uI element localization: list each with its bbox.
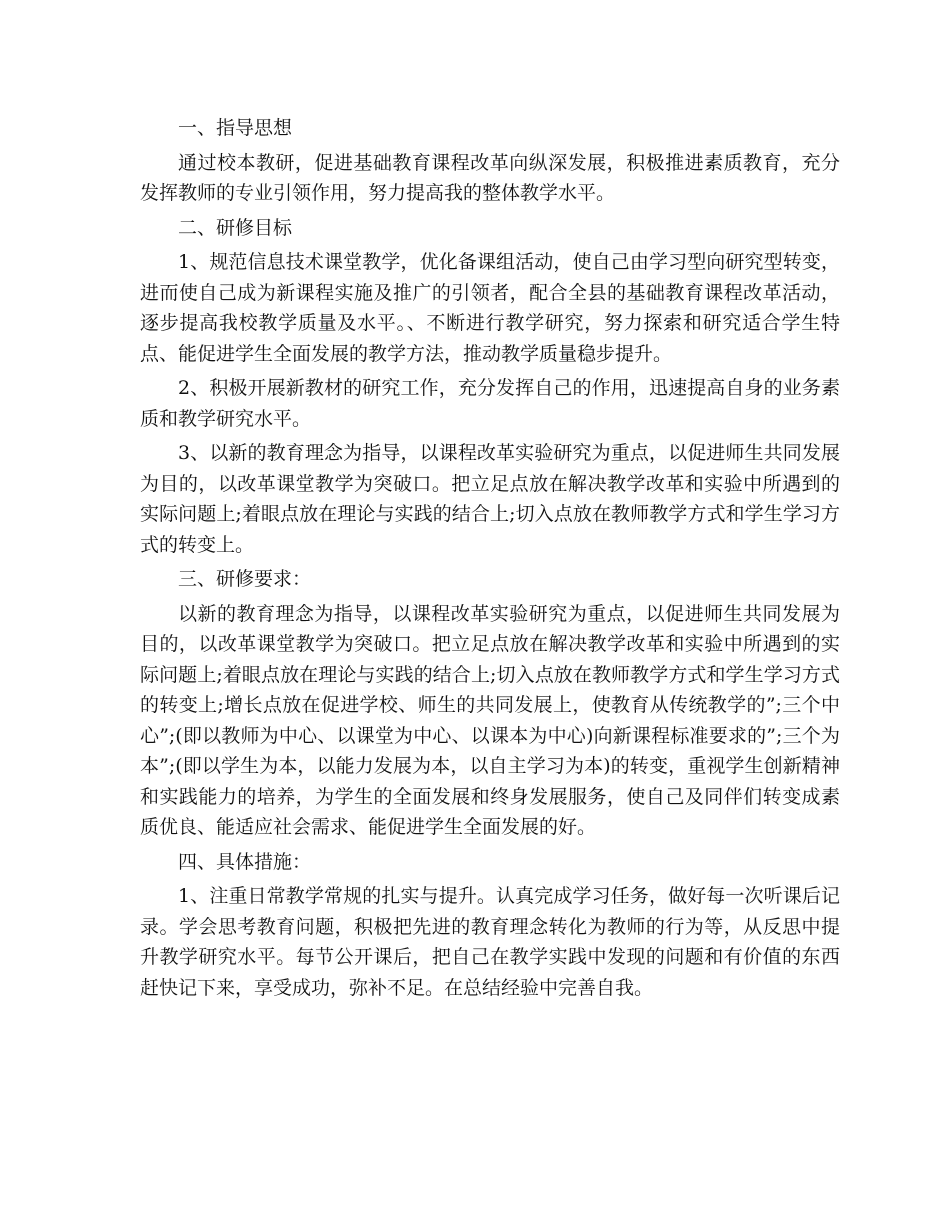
- section-heading-specific-measures: 四、具体措施：: [178, 850, 312, 873]
- paragraph: 1、规范信息技术课堂教学，优化备课组活动，使自己由学习型向研究型转变，进而使自己成为新课程实施及推广的引领者，配合全县的基础教育课程改革活动，逐步提高我校教学质量及水平。、不断进行教学研究，努力探索和研究适合学生特点、能促进学生全面发展的教学方法，推动教学质量稳步提升。: [140, 251, 840, 365]
- document-body: [140, 113, 840, 1003]
- paragraph: 以新的教育理念为指导，以课程改革实验研究为重点，以促进师生共同发展为目的，以改革课堂教学为突破口。把立足点放在解决教学改革和实验中所遇到的实际问题上;着眼点放在理论与实践的结合上;切入点放在教师教学方式和学生学习方式的转变上;增长点放在促进学校、师生的共同发展上，使教育从传统教学的”;三个中心”;(即以教师为中心、以课堂为中心、以课本为中心)向新课程标准要求的”;三个为本”;(即以学生为本，以能力发展为本，以自主学习为本)的转变，重视学生创新精神和实践能力的培养，为学生的全面发展和终身发展服务，使自己及同伴们转变成素质优良、能适应社会需求、能促进学生全面发展的好。: [140, 602, 840, 838]
- section-heading-study-requirements: 三、研修要求：: [178, 568, 312, 590]
- paragraph: 通过校本教研，促进基础教育课程改革向纵深发展，积极推进素质教育，充分发挥教师的专业引领作用，努力提高我的整体教学水平。: [140, 151, 840, 204]
- paragraph: 1、注重日常教学常规的扎实与提升。认真完成学习任务，做好每一次听课后记录。学会思考教育问题，积极把先进的教育理念转化为教师的行为等，从反思中提升教学研究水平。每节公开课后，把自己在教学实践中发现的问题和有价值的东西赶快记下来，享受成功，弥补不足。在总结经验中完善自我。: [140, 885, 840, 999]
- section-heading-study-goals: 二、研修目标: [178, 216, 293, 239]
- section-heading-guiding-ideology: 一、指导思想: [178, 117, 293, 139]
- paragraph: 3、以新的教育理念为指导，以课程改革实验研究为重点，以促进师生共同发展为目的，以改革课堂教学为突破口。把立足点放在解决教学改革和实验中所遇到的实际问题上;着眼点放在理论与实践的结合上;切入点放在教师教学方式和学生学习方式的转变上。: [140, 442, 840, 556]
- paragraph: 2、积极开展新教材的研究工作，充分发挥自己的作用，迅速提高自身的业务素质和教学研究水平。: [140, 377, 840, 430]
